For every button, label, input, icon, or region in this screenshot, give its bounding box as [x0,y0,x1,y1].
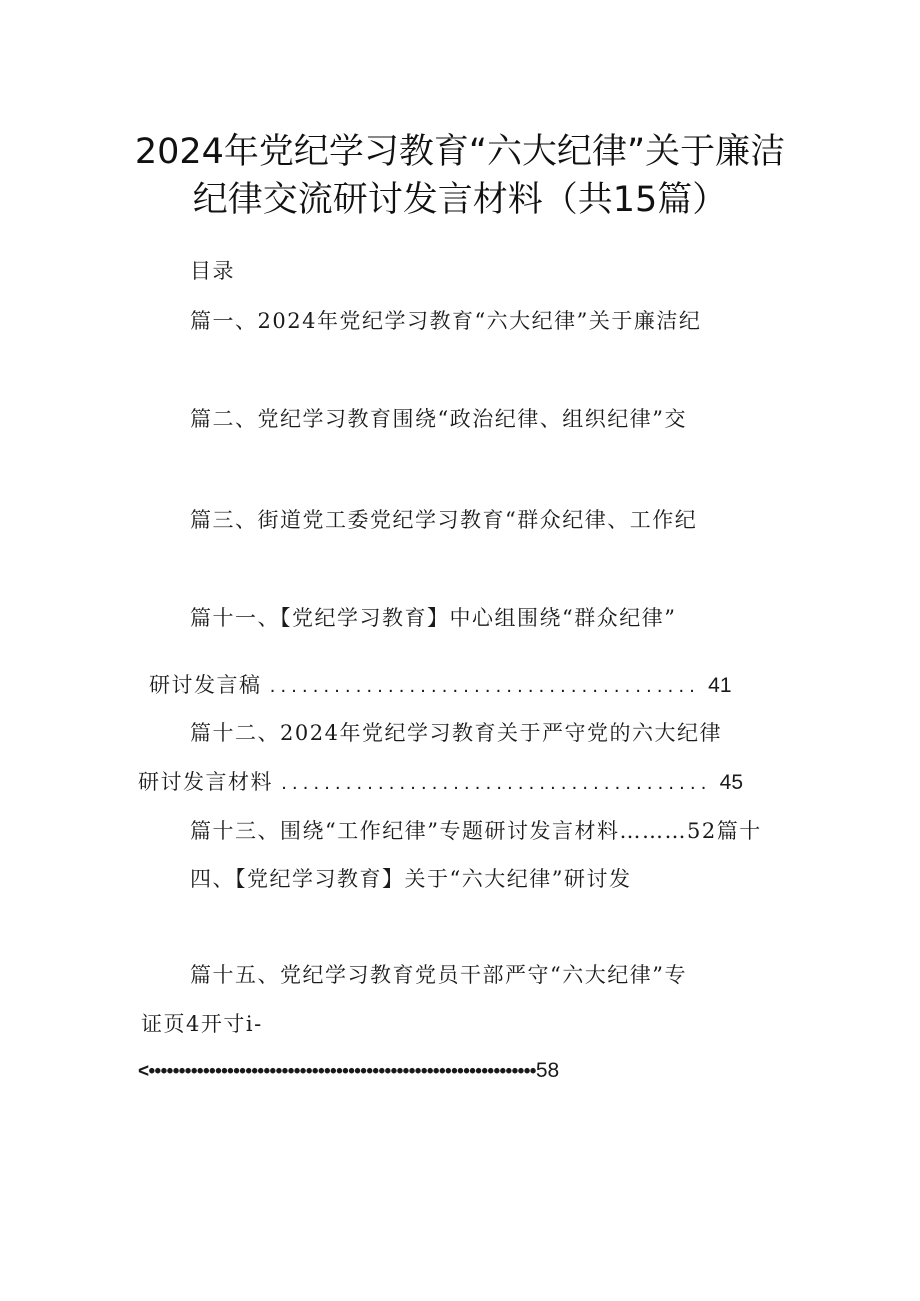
toc-item-14-line: 四、【党纪学习教育】关于“六大纪律”研讨发 [190,867,632,891]
document-title-line-2: 纪律交流研讨发言材料（共15篇） [192,180,728,220]
toc-item-12-line-1: 篇十二、2024年党纪学习教育关于严守党的六大纪律 [190,721,722,745]
toc-item-1: 篇一、2024年党纪学习教育“六大纪律”关于廉洁纪 [190,309,702,333]
document-title-line-1: 2024年党纪学习教育“六大纪律”关于廉洁 [134,132,786,172]
toc-item-2: 篇二、党纪学习教育围绕“政治纪律、组织纪律”交 [190,407,687,431]
toc-item-15-leader-dots: <•••••••••••••••••••••••••••••••••••••••••••••••••••••••••••••••• [138,1061,536,1082]
toc-item-3: 篇三、街道党工委党纪学习教育“群众纪律、工作纪 [190,508,698,532]
toc-item-11-text: 研讨发言稿 [149,673,262,697]
toc-item-12-page-number: 45 [719,771,743,794]
toc-item-11-leader-dots: ........................................ [269,675,700,697]
toc-item-12-text: 研讨发言材料 [138,770,273,794]
toc-item-11-page-number: 41 [708,674,732,697]
toc-item-15-line-3 [138,1058,559,1083]
toc-item-13-line: 篇十三、围绕“工作纪律”专题研讨发言材料………52篇十 [190,819,762,843]
toc-heading: 目录 [190,259,235,283]
toc-item-15-line-2: 证页4开寸i- [141,1012,263,1036]
toc-item-15-page-number: 58 [535,1059,560,1082]
toc-item-12-leader-dots: ........................................ [281,772,712,794]
toc-item-11-line-1: 篇十一、【党纪学习教育】中心组围绕“群众纪律” [190,606,677,630]
toc-item-11-line-2 [149,669,732,699]
toc-item-12-line-2 [138,766,743,796]
toc-item-15-line-1: 篇十五、党纪学习教育党员干部严守“六大纪律”专 [190,963,687,987]
